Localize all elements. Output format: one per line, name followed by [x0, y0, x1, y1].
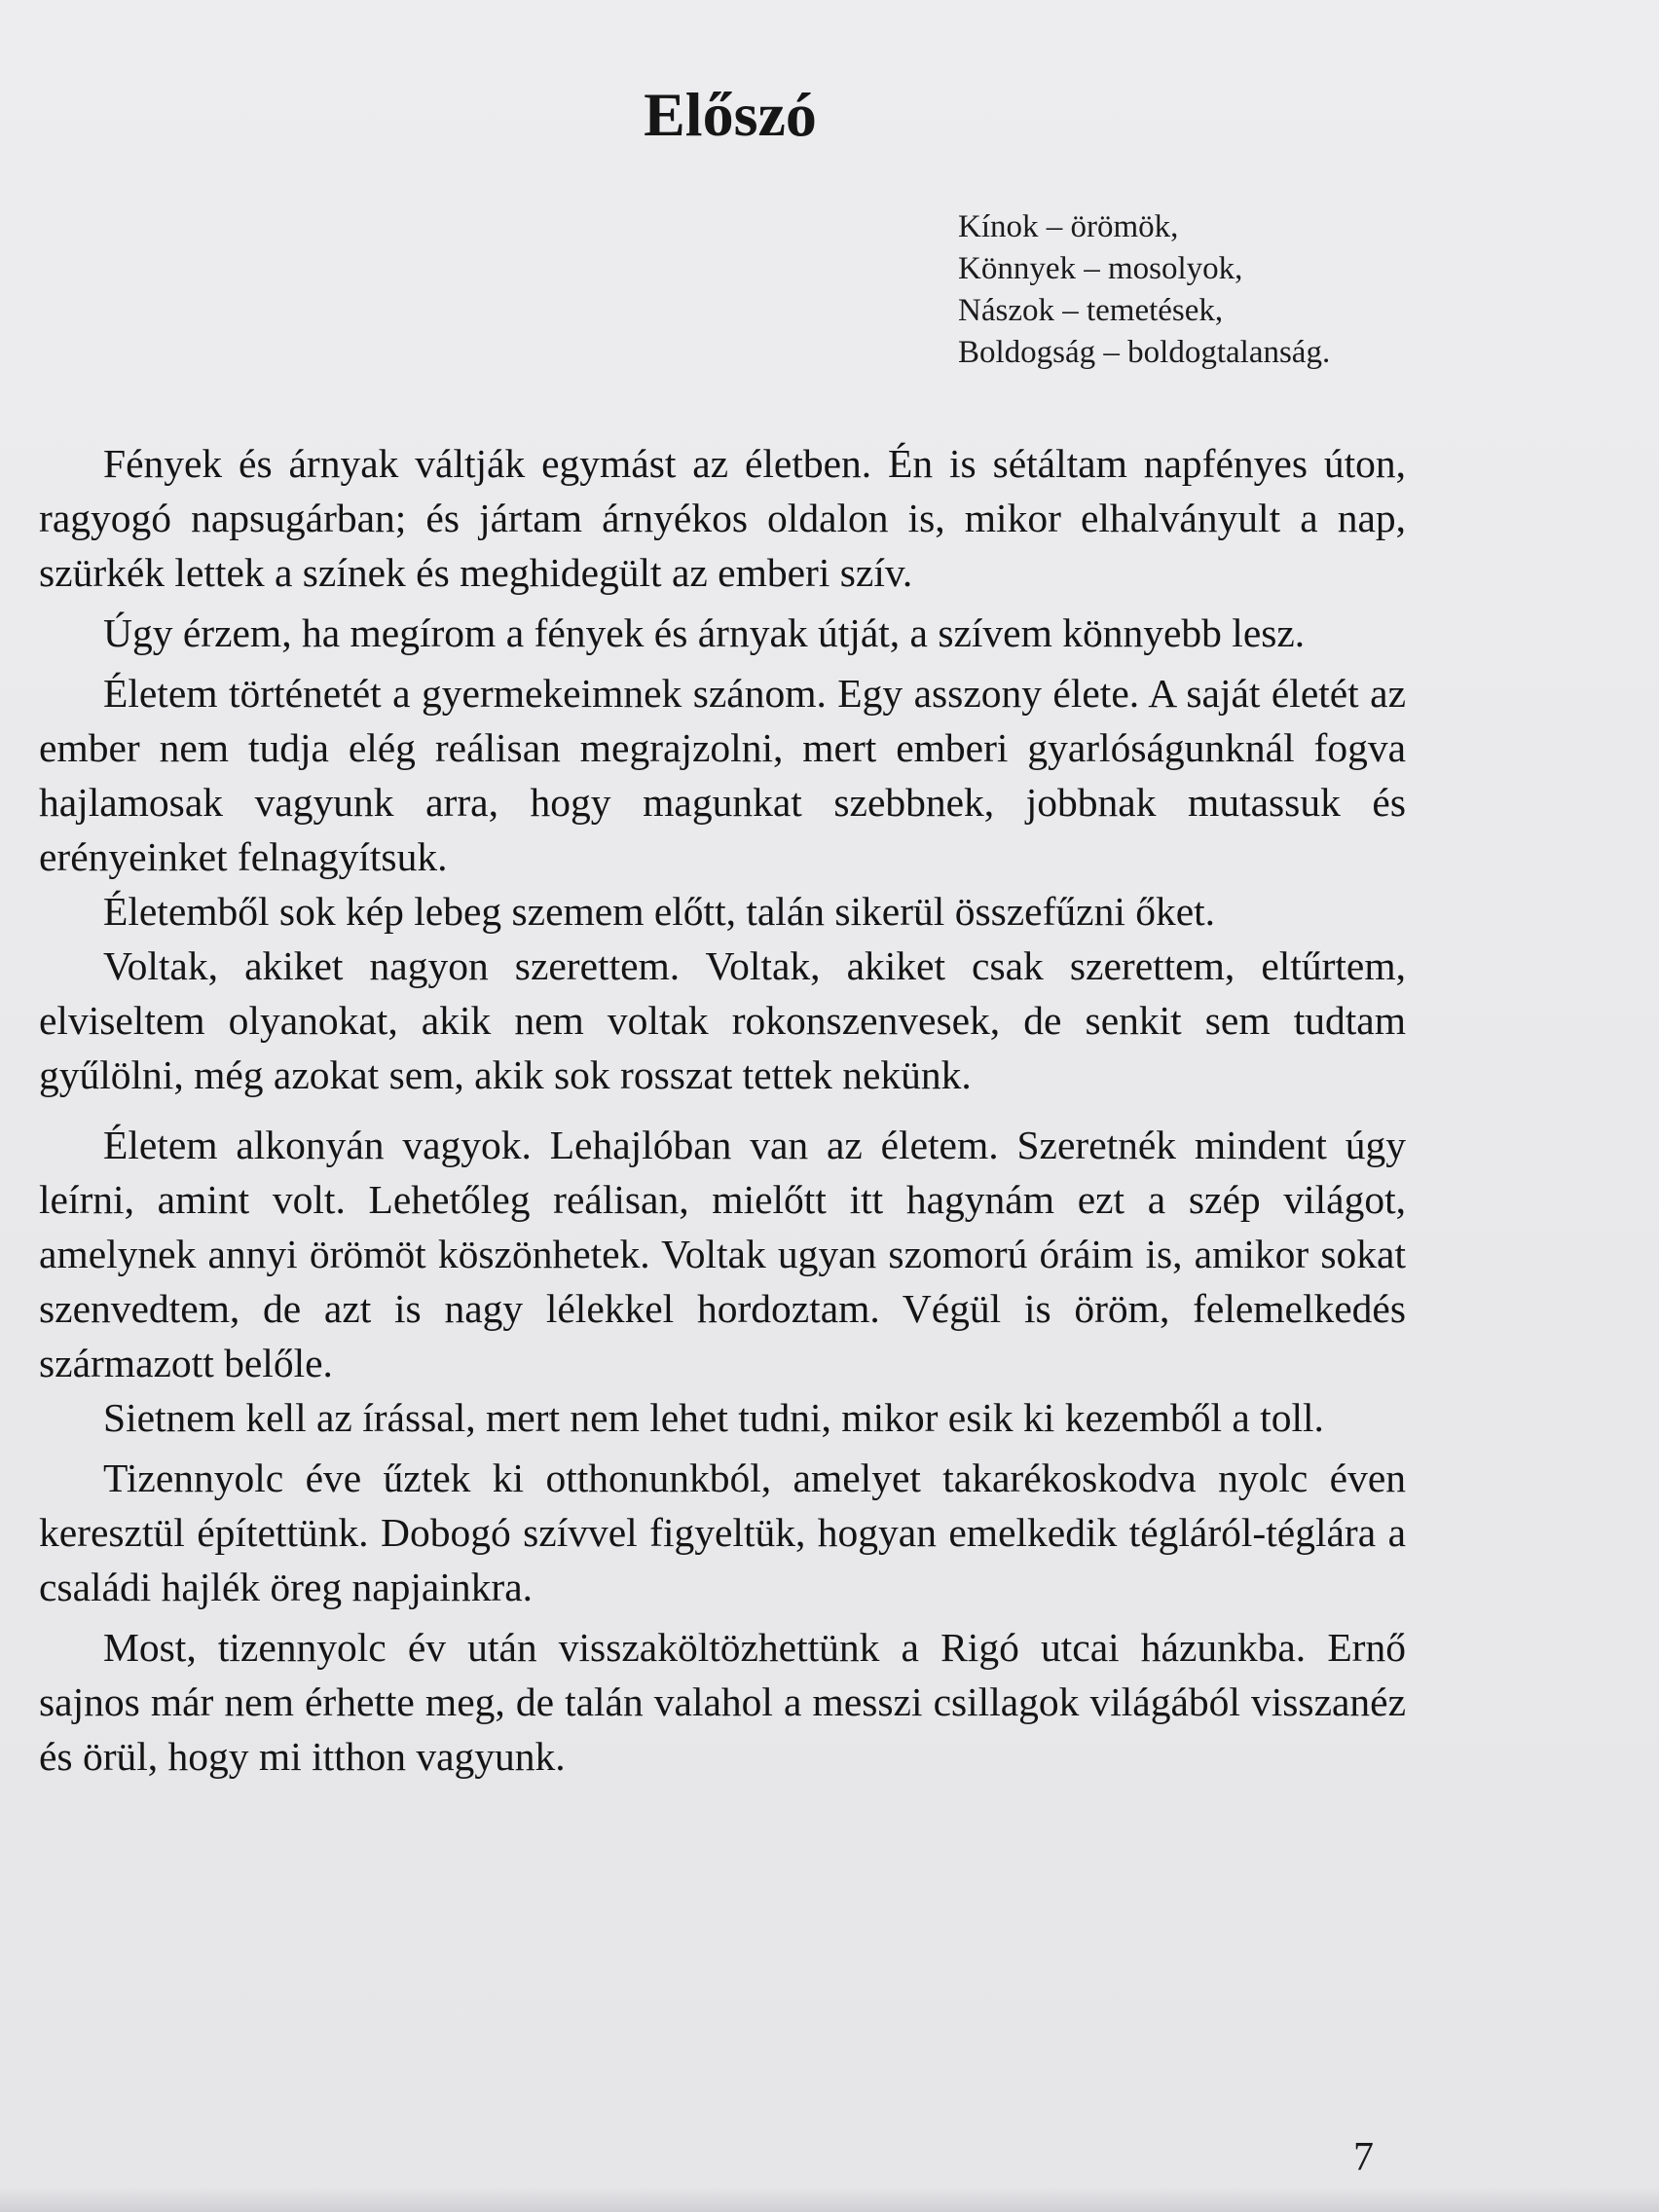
paragraph: Voltak, akiket nagyon szerettem. Voltak, akiket csak szerettem, eltűrtem, elviseltem olyanokat, akik nem voltak rokonszenvesek, de senkit sem tudtam gyűlölni, még azokat sem, akik sok rosszat tettek nekünk. — [39, 943, 1406, 1097]
paragraph: Életem történetét a gyermekeimnek szánom. Egy asszony élete. A saját életét az ember nem tudja elég reálisan megrajzolni, mert emberi gyarlóságunknál fogva hajlamosak vagyunk arra, hogy magunkat szebbnek, jobbnak mutassuk és erényeinket felnagyítsuk. — [39, 671, 1406, 879]
epigraph-line: Boldogság – boldogtalanság. — [958, 335, 1331, 370]
paragraph: Tizennyolc éve űztek ki otthonunkból, amelyet takarékoskodva nyolc éven keresztül építettünk. Dobogó szívvel figyeltük, hogyan emelkedik tégláról-téglára a családi hajlék öreg napjainkra. — [39, 1456, 1406, 1609]
body-text — [39, 436, 1406, 1784]
page-number: 7 — [1353, 2135, 1374, 2180]
page-edge-shadow — [0, 2187, 1659, 2212]
paragraph: Most, tizennyolc év után visszaköltözhettünk a Rigó utcai házunkba. Ernő sajnos már nem érhette meg, de talán valahol a messzi csillagok világából visszanéz és örül, hogy mi itthon vagyunk. — [39, 1625, 1406, 1779]
epigraph-line: Könnyek – mosolyok, — [958, 251, 1243, 286]
paragraph: Sietnem kell az írással, mert nem lehet tudni, mikor esik ki kezemből a toll. — [103, 1395, 1324, 1440]
chapter-title: Előszó — [644, 80, 817, 149]
epigraph-line: Kínok – örömök, — [958, 209, 1179, 244]
paragraph: Életem alkonyán vagyok. Lehajlóban van az életem. Szeretnék mindent úgy leírni, amint volt. Lehetőleg reálisan, mielőtt itt hagynám ezt a szép világot, amelynek annyi örömöt köszönhetek. Voltak ugyan szomorú óráim is, amikor sokat szenvedtem, de azt is nagy lélekkel hordoztam. Végül is öröm, felemelkedés származott belőle. — [39, 1123, 1406, 1385]
paragraph: Úgy érzem, ha megírom a fények és árnyak útját, a szívem könnyebb lesz. — [103, 610, 1306, 655]
paragraph: Életemből sok kép lebeg szemem előtt, talán sikerül összefűzni őket. — [103, 889, 1216, 934]
epigraph-line: Nászok – temetések, — [958, 293, 1224, 328]
paragraph: Fények és árnyak váltják egymást az életben. Én is sétáltam napfényes úton, ragyogó napsugárban; és jártam árnyékos oldalon is, mikor elhalványult a nap, szürkék lettek a színek és meghidegült az emberi szív. — [39, 441, 1406, 595]
epigraph — [958, 206, 1581, 374]
